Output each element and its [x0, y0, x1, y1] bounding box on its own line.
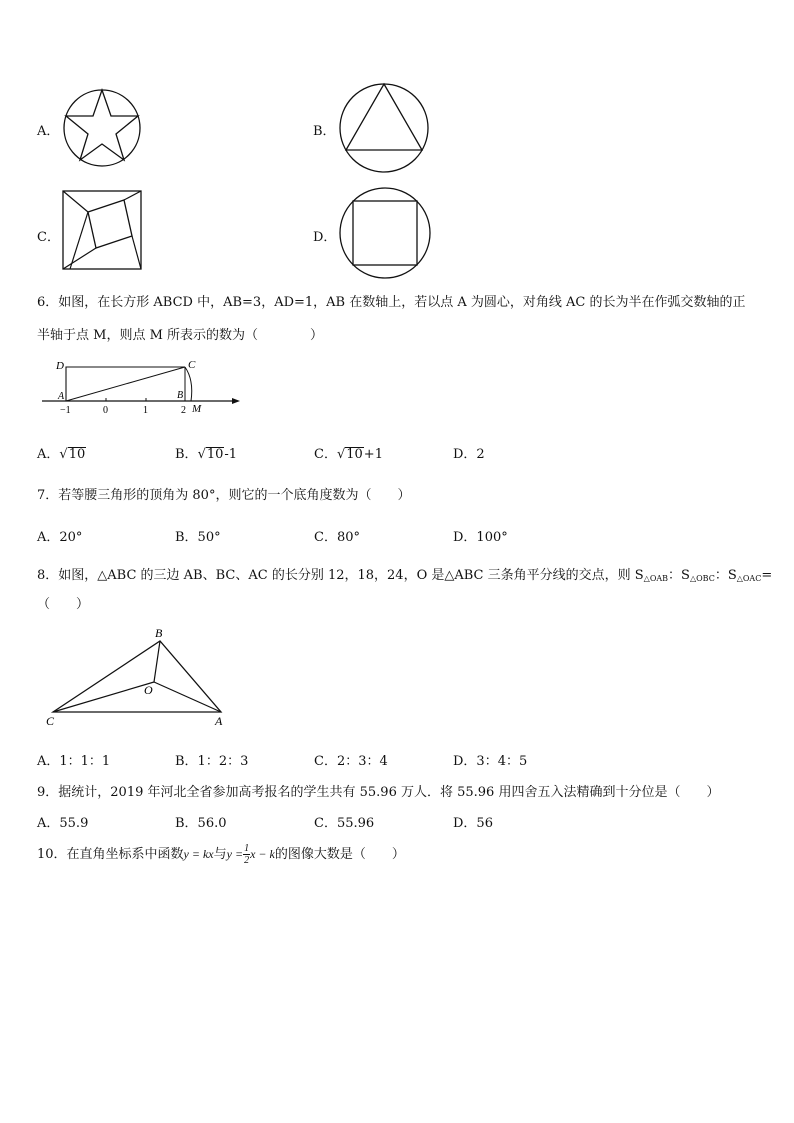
q5-option-a-figure [60, 86, 144, 170]
circle [340, 84, 428, 172]
q7-option-c: C．80° [314, 530, 360, 545]
tick-0: 0 [103, 405, 108, 416]
q5-option-c-label: C． [37, 230, 60, 245]
q5-option-b-label: B． [313, 124, 336, 139]
q6-option-a: A．√10 [37, 447, 86, 462]
q7-option-b: B．50° [175, 530, 221, 545]
q8-option-a: A．1：1：1 [37, 754, 111, 769]
label-A: A [215, 714, 223, 728]
fraction-one-half: $\frac{1}{2}$ [244, 843, 250, 866]
q9-option-c: C．55.96 [314, 816, 375, 831]
q8-option-c: C．2：3：4 [314, 754, 388, 769]
q8-stem-line1: 8．如图，△ABC 的三边 AB、BC、AC 的长分别 12，18，24，O 是△ABC 三条角平分线的交点，则 $S_{\triangle OAB}$：$S_{\triangle OBC}$：$S_{\triangle OAC}=$ [37, 568, 773, 583]
label-D: D [56, 360, 64, 372]
circle-star-figure [60, 86, 144, 170]
label-O: O [144, 683, 153, 697]
q8-option-d: D．3：4：5 [453, 754, 528, 769]
q8-option-b: B．1：2：3 [175, 754, 249, 769]
label-A: A [58, 391, 65, 402]
q9-option-d: D．56 [453, 816, 493, 831]
q6-stem-line1: 6．如图，在长方形 ABCD 中，AB=3，AD=1，AB 在数轴上，若以点 A 为圆心，对角线 AC 的长为半在作弧交数轴的正 [37, 295, 746, 310]
q9-option-a: A．55.9 [37, 816, 89, 831]
outer-square [63, 191, 141, 269]
triangle-bisector-figure [44, 622, 234, 728]
q5-option-d-label: D． [313, 230, 337, 245]
square-pinwheel-figure [62, 190, 142, 270]
q6-option-d: D．2 [453, 447, 485, 462]
tick-2: 2 [181, 405, 186, 416]
circle [64, 90, 140, 166]
star [66, 90, 138, 160]
label-M: M [192, 403, 202, 415]
q5-option-d-figure [338, 186, 432, 280]
label-C: C [188, 359, 196, 371]
q7-option-d: D．100° [453, 530, 508, 545]
q6-option-b: B．√10-1 [175, 447, 238, 462]
q9-option-b: B．56.0 [175, 816, 227, 831]
formula-1: y = kx [183, 847, 214, 861]
circle-triangle-figure [338, 82, 430, 174]
q6-figure [40, 354, 250, 418]
label-B: B [177, 390, 184, 401]
axis-arrow [232, 398, 240, 404]
q7-stem: 7．若等腰三角形的顶角为 80°，则它的一个底角度数为（ ） [37, 488, 411, 503]
label-C: C [46, 714, 55, 728]
inscribed-square [353, 201, 417, 265]
q7-option-a: A．20° [37, 530, 83, 545]
inner-square [88, 200, 132, 248]
tick-1: 1 [143, 405, 148, 416]
q5-option-a-label: A． [37, 124, 60, 139]
rectangle-number-line-figure [40, 354, 250, 418]
q8-stem-line2: （ ） [37, 597, 90, 612]
circle-square-figure [338, 186, 432, 280]
q10-stem: 10．在直角坐标系中函数y = kx与y = $\frac{1}{2}$ x − k的图像大数是（ ） [37, 843, 405, 866]
q8-figure [44, 622, 234, 728]
q6-stem-line2: 半轴于点 M，则点 M 所表示的数为（ ） [37, 328, 324, 343]
label-B: B [155, 626, 163, 640]
q5-option-b-figure [338, 82, 430, 174]
triangle [346, 84, 422, 150]
q5-option-c-figure [62, 190, 142, 270]
tick-neg1: −1 [60, 405, 71, 416]
q9-stem: 9．据统计，2019 年河北全省参加高考报名的学生共有 55.96 万人．将 55.96 用四舍五入法精确到十分位是（ ） [37, 785, 720, 800]
q6-option-c: C．√10+1 [314, 447, 383, 462]
